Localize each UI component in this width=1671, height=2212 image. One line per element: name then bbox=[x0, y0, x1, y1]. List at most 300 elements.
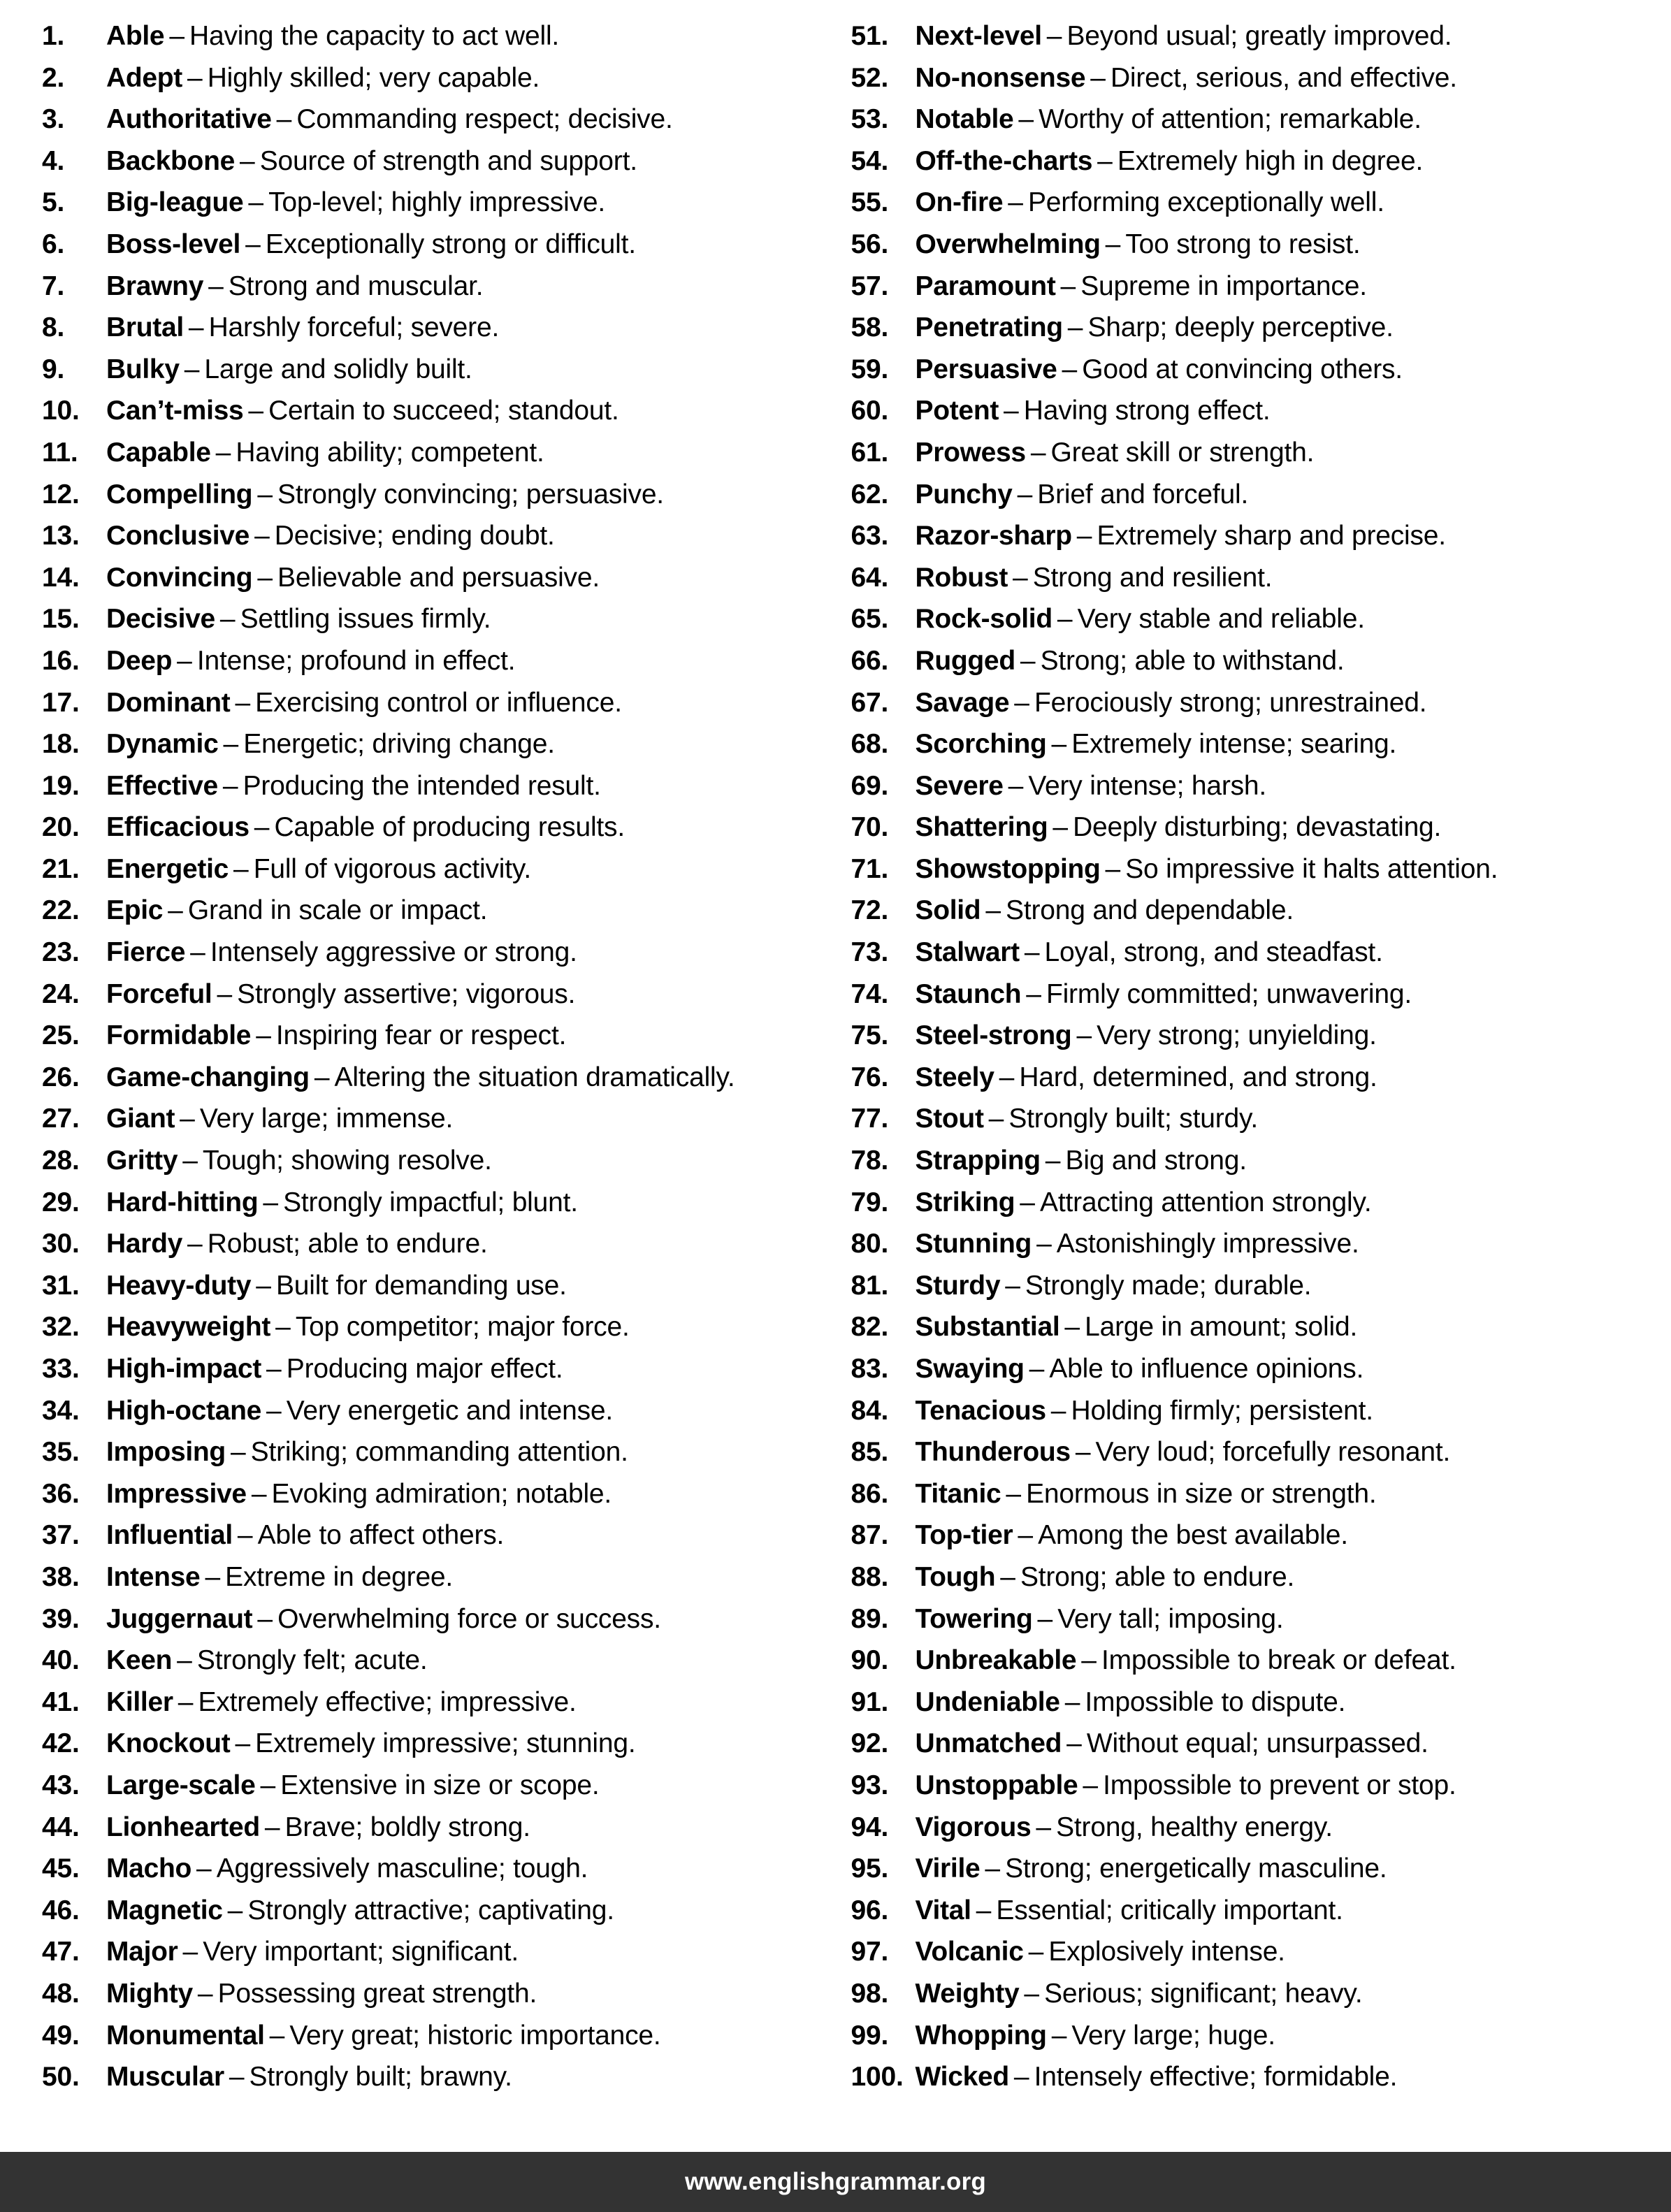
list-item-definition: Impossible to break or defeat. bbox=[1101, 1645, 1456, 1676]
list-item bbox=[42, 1723, 830, 1765]
list-item-separator: – bbox=[248, 187, 264, 218]
list-item bbox=[42, 140, 830, 182]
list-item bbox=[851, 974, 1645, 1015]
list-item bbox=[851, 1515, 1645, 1556]
list-item-term: Rugged bbox=[915, 645, 1015, 676]
list-item-number: 98. bbox=[851, 1978, 889, 2009]
list-item-definition: Loyal, strong, and steadfast. bbox=[1044, 937, 1383, 968]
list-item-number: 79. bbox=[851, 1187, 889, 1217]
list-item-number: 58. bbox=[851, 312, 889, 343]
list-item-separator: – bbox=[1090, 62, 1106, 93]
list-item-term: Paramount bbox=[915, 270, 1056, 301]
list-item bbox=[42, 1140, 830, 1182]
list-item bbox=[851, 807, 1645, 848]
list-item bbox=[851, 1723, 1645, 1765]
list-item bbox=[42, 474, 830, 516]
list-item-term: Monumental bbox=[106, 2020, 265, 2051]
list-item bbox=[851, 1807, 1645, 1849]
list-item-term: Top-tier bbox=[915, 1520, 1013, 1551]
list-item bbox=[42, 1682, 830, 1723]
list-item-definition: Enormous in size or strength. bbox=[1026, 1478, 1377, 1509]
list-item-separator: – bbox=[1060, 270, 1076, 301]
list-item-separator: – bbox=[197, 1978, 213, 2009]
list-item-definition: Sharp; deeply perceptive. bbox=[1087, 312, 1394, 343]
list-item-definition: Strongly built; brawny. bbox=[249, 2062, 512, 2092]
list-item-number: 31. bbox=[42, 1270, 80, 1301]
list-item-term: Hardy bbox=[106, 1229, 183, 1259]
list-item bbox=[851, 15, 1645, 57]
list-item-separator: – bbox=[1020, 1187, 1035, 1217]
list-item-term: Can’t-miss bbox=[106, 396, 244, 426]
list-item-term: Solid bbox=[915, 895, 981, 926]
list-item-term: On-fire bbox=[915, 187, 1004, 218]
list-item-definition: Strongly built; sturdy. bbox=[1008, 1104, 1259, 1134]
list-item bbox=[42, 2056, 830, 2098]
list-item-term: Decisive bbox=[106, 604, 215, 635]
list-item-term: Impressive bbox=[106, 1478, 247, 1509]
list-item-number: 4. bbox=[42, 145, 65, 176]
list-item-term: Giant bbox=[106, 1104, 175, 1134]
list-item-term: Unbreakable bbox=[915, 1645, 1077, 1676]
list-item-term: Notable bbox=[915, 104, 1014, 135]
list-item-separator: – bbox=[257, 1603, 273, 1634]
list-item-term: Big-league bbox=[106, 187, 244, 218]
list-item-definition: Very large; huge. bbox=[1071, 2020, 1275, 2051]
list-item-term: Macho bbox=[106, 1853, 192, 1884]
list-item-term: Lionhearted bbox=[106, 1812, 260, 1842]
list-item bbox=[851, 1057, 1645, 1099]
list-item-term: Persuasive bbox=[915, 354, 1057, 384]
list-item-number: 12. bbox=[42, 479, 80, 509]
list-item bbox=[851, 890, 1645, 932]
list-item-separator: – bbox=[1018, 104, 1034, 135]
list-item-definition: Very energetic and intense. bbox=[286, 1395, 613, 1426]
list-item-term: Off-the-charts bbox=[915, 145, 1093, 176]
footer-bar bbox=[0, 2152, 1671, 2212]
list-item-term: Sturdy bbox=[915, 1270, 1001, 1301]
list-item-separator: – bbox=[314, 1062, 330, 1092]
list-item-term: Towering bbox=[915, 1603, 1033, 1634]
list-item-number: 94. bbox=[851, 1812, 889, 1842]
list-item-definition: Impossible to dispute. bbox=[1085, 1686, 1346, 1717]
list-item bbox=[42, 1057, 830, 1099]
list-item bbox=[42, 765, 830, 807]
list-item-definition: Extremely intense; searing. bbox=[1071, 729, 1397, 760]
list-item bbox=[851, 432, 1645, 474]
list-item-separator: – bbox=[257, 479, 273, 509]
list-item-definition: Settling issues firmly. bbox=[240, 604, 491, 635]
list-item bbox=[851, 1682, 1645, 1723]
list-item-term: Heavy-duty bbox=[106, 1270, 252, 1301]
list-item-term: Robust bbox=[915, 562, 1008, 593]
list-item bbox=[42, 723, 830, 765]
list-item-separator: – bbox=[1017, 479, 1033, 509]
list-item-number: 54. bbox=[851, 145, 889, 176]
list-item-number: 7. bbox=[42, 270, 65, 301]
list-item bbox=[851, 932, 1645, 974]
list-item-definition: Extremely effective; impressive. bbox=[198, 1686, 577, 1717]
list-item bbox=[851, 1223, 1645, 1265]
list-item-number: 59. bbox=[851, 354, 889, 384]
list-item-term: Bulky bbox=[106, 354, 180, 384]
list-item-separator: – bbox=[985, 895, 1001, 926]
list-item-separator: – bbox=[1026, 978, 1041, 1009]
list-item-definition: Big and strong. bbox=[1065, 1145, 1247, 1176]
list-item-number: 77. bbox=[851, 1104, 889, 1134]
list-item-definition: Exercising control or influence. bbox=[255, 687, 622, 718]
list-item-number: 3. bbox=[42, 104, 65, 135]
list-item-definition: Great skill or strength. bbox=[1050, 437, 1315, 468]
list-item-separator: – bbox=[235, 1728, 251, 1759]
list-item-term: Thunderous bbox=[915, 1437, 1071, 1468]
list-item bbox=[851, 57, 1645, 99]
list-item-definition: Strong and resilient. bbox=[1032, 562, 1273, 593]
list-item-number: 88. bbox=[851, 1561, 889, 1592]
list-item-term: Compelling bbox=[106, 479, 253, 509]
list-item bbox=[42, 1348, 830, 1390]
list-item-definition: Performing exceptionally well. bbox=[1027, 187, 1384, 218]
list-item-definition: Capable of producing results. bbox=[274, 812, 625, 843]
list-item bbox=[851, 349, 1645, 391]
list-item bbox=[851, 1182, 1645, 1224]
list-item-separator: – bbox=[260, 1770, 276, 1800]
list-item-number: 5. bbox=[42, 187, 65, 218]
list-item-number: 15. bbox=[42, 604, 80, 635]
list-item-definition: Full of vigorous activity. bbox=[253, 853, 531, 884]
list-item-definition: Essential; critically important. bbox=[996, 1895, 1343, 1925]
list-item-definition: Strong; energetically masculine. bbox=[1005, 1853, 1387, 1884]
list-item-number: 10. bbox=[42, 396, 80, 426]
list-item-definition: Intensely effective; formidable. bbox=[1034, 2062, 1398, 2092]
list-item-definition: Aggressively masculine; tough. bbox=[216, 1853, 588, 1884]
list-item-definition: Brief and forceful. bbox=[1037, 479, 1249, 509]
list-item-number: 83. bbox=[851, 1354, 889, 1384]
list-item-separator: – bbox=[215, 437, 231, 468]
list-item-definition: Direct, serious, and effective. bbox=[1110, 62, 1457, 93]
list-item-definition: Beyond usual; greatly improved. bbox=[1066, 21, 1452, 51]
list-item-number: 9. bbox=[42, 354, 65, 384]
list-item-term: Adept bbox=[106, 62, 182, 93]
list-item bbox=[42, 1848, 830, 1890]
list-item-term: Unmatched bbox=[915, 1728, 1062, 1759]
list-item-definition: Commanding respect; decisive. bbox=[296, 104, 673, 135]
list-item bbox=[851, 682, 1645, 724]
list-item-number: 86. bbox=[851, 1478, 889, 1509]
list-item-definition: Impossible to prevent or stop. bbox=[1103, 1770, 1456, 1800]
list-item-definition: Very loud; forcefully resonant. bbox=[1095, 1437, 1451, 1468]
list-item-separator: – bbox=[237, 1520, 253, 1551]
list-item-separator: – bbox=[1008, 187, 1023, 218]
list-item-definition: Strongly made; durable. bbox=[1025, 1270, 1312, 1301]
list-item bbox=[851, 474, 1645, 516]
list-item-term: Fierce bbox=[106, 937, 186, 968]
list-item bbox=[851, 1973, 1645, 2015]
list-item-separator: – bbox=[1000, 1561, 1015, 1592]
list-item bbox=[42, 224, 830, 266]
list-item-term: Prowess bbox=[915, 437, 1026, 468]
list-item-number: 65. bbox=[851, 604, 889, 635]
list-item-term: Showstopping bbox=[915, 853, 1101, 884]
list-item-term: Stunning bbox=[915, 1229, 1032, 1259]
list-item-separator: – bbox=[256, 1020, 271, 1051]
list-item-number: 80. bbox=[851, 1229, 889, 1259]
list-item-number: 6. bbox=[42, 229, 65, 259]
list-item bbox=[42, 890, 830, 932]
list-item-number: 82. bbox=[851, 1312, 889, 1343]
list-item-term: Overwhelming bbox=[915, 229, 1101, 259]
list-item-number: 22. bbox=[42, 895, 80, 926]
list-item-term: Stout bbox=[915, 1104, 984, 1134]
list-item-definition: Very large; immense. bbox=[199, 1104, 454, 1134]
list-item bbox=[42, 1223, 830, 1265]
list-item-separator: – bbox=[1076, 521, 1092, 551]
list-item-separator: – bbox=[1004, 396, 1019, 426]
list-item bbox=[42, 15, 830, 57]
list-item-term: Swaying bbox=[915, 1354, 1025, 1384]
list-item-definition: Strong and muscular. bbox=[228, 270, 484, 301]
list-item-term: Savage bbox=[915, 687, 1010, 718]
list-item-separator: – bbox=[240, 145, 255, 176]
list-item-term: Able bbox=[106, 21, 165, 51]
list-item-separator: – bbox=[263, 1187, 279, 1217]
list-item-term: Muscular bbox=[106, 2062, 224, 2092]
list-item-separator: – bbox=[254, 521, 270, 551]
list-item-definition: Intensely aggressive or strong. bbox=[210, 937, 577, 968]
list-item-number: 62. bbox=[851, 479, 889, 509]
list-item-separator: – bbox=[988, 1104, 1004, 1134]
list-item-term: Severe bbox=[915, 770, 1004, 801]
list-item-number: 67. bbox=[851, 687, 889, 718]
list-item-definition: Inspiring fear or respect. bbox=[275, 1020, 567, 1051]
list-item-number: 8. bbox=[42, 312, 65, 343]
list-item-definition: Exceptionally strong or difficult. bbox=[265, 229, 636, 259]
list-item-term: Unstoppable bbox=[915, 1770, 1078, 1800]
list-item-definition: Very strong; unyielding. bbox=[1097, 1020, 1377, 1051]
list-item-number: 40. bbox=[42, 1645, 80, 1676]
list-item-term: Heavyweight bbox=[106, 1312, 271, 1343]
list-item-separator: – bbox=[264, 1812, 280, 1842]
list-item-definition: Producing the intended result. bbox=[243, 770, 601, 801]
list-item-separator: – bbox=[1013, 562, 1028, 593]
list-item-term: Whopping bbox=[915, 2020, 1047, 2051]
list-item-definition: Decisive; ending doubt. bbox=[274, 521, 555, 551]
list-item-term: Weighty bbox=[915, 1978, 1020, 2009]
list-item-separator: – bbox=[190, 937, 205, 968]
list-item-separator: – bbox=[275, 1312, 291, 1343]
list-item-separator: – bbox=[266, 1354, 282, 1384]
list-item-separator: – bbox=[1105, 229, 1121, 259]
list-item-definition: Brave; boldly strong. bbox=[284, 1812, 530, 1842]
list-item-term: Influential bbox=[106, 1520, 233, 1551]
list-item-separator: – bbox=[1064, 1686, 1080, 1717]
list-item-number: 70. bbox=[851, 812, 889, 843]
list-item bbox=[42, 1473, 830, 1515]
list-item-number: 17. bbox=[42, 687, 80, 718]
list-item bbox=[42, 807, 830, 848]
list-item-term: Mighty bbox=[106, 1978, 193, 2009]
list-item-term: Vital bbox=[915, 1895, 971, 1925]
list-item bbox=[42, 1265, 830, 1307]
list-item-separator: – bbox=[187, 1229, 203, 1259]
list-item-term: High-impact bbox=[106, 1354, 262, 1384]
list-item-definition: Energetic; driving change. bbox=[243, 729, 555, 760]
list-item-number: 92. bbox=[851, 1728, 889, 1759]
list-item-term: Shattering bbox=[915, 812, 1048, 843]
list-item bbox=[42, 1807, 830, 1849]
list-item-term: Brawny bbox=[106, 270, 204, 301]
list-item-definition: So impressive it halts attention. bbox=[1125, 853, 1498, 884]
list-item-number: 75. bbox=[851, 1020, 889, 1051]
list-item-definition: Grand in scale or impact. bbox=[187, 895, 488, 926]
list-item bbox=[851, 1348, 1645, 1390]
list-item-number: 23. bbox=[42, 937, 80, 968]
list-item-term: Titanic bbox=[915, 1478, 1001, 1509]
list-item-definition: Explosively intense. bbox=[1048, 1937, 1285, 1967]
list-item-number: 60. bbox=[851, 396, 889, 426]
list-item-definition: Very tall; imposing. bbox=[1057, 1603, 1284, 1634]
list-item-number: 84. bbox=[851, 1395, 889, 1426]
list-item bbox=[851, 1265, 1645, 1307]
list-item bbox=[851, 390, 1645, 432]
list-item-term: Authoritative bbox=[106, 104, 272, 135]
list-item-number: 43. bbox=[42, 1770, 80, 1800]
list-item-definition: Able to affect others. bbox=[257, 1520, 505, 1551]
list-item-term: Stalwart bbox=[915, 937, 1020, 968]
list-item-separator: – bbox=[1046, 21, 1062, 51]
list-item-definition: Ferociously strong; unrestrained. bbox=[1034, 687, 1427, 718]
list-item-definition: Without equal; unsurpassed. bbox=[1086, 1728, 1428, 1759]
list-item-number: 90. bbox=[851, 1645, 889, 1676]
list-item bbox=[42, 390, 830, 432]
list-item-term: Effective bbox=[106, 770, 218, 801]
list-item bbox=[42, 57, 830, 99]
list-item-definition: Certain to succeed; standout. bbox=[268, 396, 619, 426]
list-item bbox=[851, 140, 1645, 182]
list-item-term: Volcanic bbox=[915, 1937, 1024, 1967]
list-item-term: No-nonsense bbox=[915, 62, 1086, 93]
list-item-separator: – bbox=[256, 1270, 271, 1301]
list-item-definition: Having ability; competent. bbox=[236, 437, 544, 468]
list-item-number: 46. bbox=[42, 1895, 80, 1925]
list-item-number: 14. bbox=[42, 562, 80, 593]
list-item-separator: – bbox=[1024, 1978, 1040, 2009]
list-item-term: Undeniable bbox=[915, 1686, 1060, 1717]
list-item bbox=[851, 1015, 1645, 1057]
list-item-definition: Strong, healthy energy. bbox=[1056, 1812, 1333, 1842]
list-item-definition: Producing major effect. bbox=[286, 1354, 563, 1384]
list-item-number: 99. bbox=[851, 2020, 889, 2051]
list-item-separator: – bbox=[1028, 1937, 1044, 1967]
list-item-number: 34. bbox=[42, 1395, 80, 1426]
list-item-term: Magnetic bbox=[106, 1895, 223, 1925]
list-item-term: Efficacious bbox=[106, 812, 249, 843]
list-item bbox=[42, 182, 830, 224]
list-item-separator: – bbox=[230, 1437, 246, 1468]
list-item-term: Steely bbox=[915, 1062, 994, 1092]
list-item-definition: Robust; able to endure. bbox=[207, 1229, 488, 1259]
list-item bbox=[851, 598, 1645, 640]
list-item-separator: – bbox=[251, 1478, 267, 1509]
list-item-definition: Highly skilled; very capable. bbox=[207, 62, 540, 93]
list-item-number: 93. bbox=[851, 1770, 889, 1800]
list-item-definition: Extremely high in degree. bbox=[1117, 145, 1424, 176]
list-item-number: 72. bbox=[851, 895, 889, 926]
list-item bbox=[851, 557, 1645, 599]
list-item-separator: – bbox=[178, 1686, 194, 1717]
list-item-number: 26. bbox=[42, 1062, 80, 1092]
list-item-number: 47. bbox=[42, 1937, 80, 1967]
list-item-separator: – bbox=[1076, 1020, 1092, 1051]
list-item-definition: Among the best available. bbox=[1038, 1520, 1348, 1551]
list-item-term: Striking bbox=[915, 1187, 1015, 1217]
list-item bbox=[851, 723, 1645, 765]
footer-url: www.englishgrammar.org bbox=[685, 2168, 986, 2195]
list-item-separator: – bbox=[180, 1104, 195, 1134]
list-item-term: Strapping bbox=[915, 1145, 1041, 1176]
list-item-number: 87. bbox=[851, 1520, 889, 1551]
list-item bbox=[42, 1431, 830, 1473]
list-item bbox=[851, 2015, 1645, 2057]
list-item-number: 20. bbox=[42, 812, 80, 843]
list-item-separator: – bbox=[266, 1395, 282, 1426]
list-item-separator: – bbox=[254, 812, 270, 843]
list-item-definition: Top-level; highly impressive. bbox=[268, 187, 605, 218]
list-item-separator: – bbox=[976, 1895, 992, 1925]
list-item-separator: – bbox=[1051, 729, 1067, 760]
list-item-definition: Built for demanding use. bbox=[275, 1270, 567, 1301]
list-item-definition: Having the capacity to act well. bbox=[189, 21, 560, 51]
list-item bbox=[851, 1765, 1645, 1807]
list-item-term: Juggernaut bbox=[106, 1603, 253, 1634]
list-item bbox=[42, 598, 830, 640]
list-item-term: Intense bbox=[106, 1561, 201, 1592]
list-item-separator: – bbox=[999, 1062, 1015, 1092]
list-item-definition: Worthy of attention; remarkable. bbox=[1039, 104, 1422, 135]
list-item-term: Punchy bbox=[915, 479, 1013, 509]
list-item-term: Vigorous bbox=[915, 1812, 1032, 1842]
list-item bbox=[42, 682, 830, 724]
list-item-number: 45. bbox=[42, 1853, 80, 1884]
list-item-number: 68. bbox=[851, 729, 889, 760]
list-item-definition: Strongly convincing; persuasive. bbox=[277, 479, 664, 509]
list-item-number: 29. bbox=[42, 1187, 80, 1217]
list-item bbox=[851, 640, 1645, 682]
list-item-number: 96. bbox=[851, 1895, 889, 1925]
list-item-term: Razor-sharp bbox=[915, 521, 1072, 551]
list-item-definition: Strong and dependable. bbox=[1006, 895, 1294, 926]
list-item-separator: – bbox=[245, 229, 261, 259]
list-item bbox=[42, 1765, 830, 1807]
list-item bbox=[851, 1431, 1645, 1473]
list-column-left bbox=[21, 15, 836, 2152]
list-item-definition: Very intense; harsh. bbox=[1028, 770, 1267, 801]
list-item bbox=[851, 1098, 1645, 1140]
list-item-definition: Strongly impactful; blunt. bbox=[283, 1187, 578, 1217]
list-item-term: Substantial bbox=[915, 1312, 1060, 1343]
list-item-separator: – bbox=[276, 104, 292, 135]
list-item-separator: – bbox=[1081, 1645, 1097, 1676]
list-item bbox=[42, 557, 830, 599]
list-item-term: Energetic bbox=[106, 853, 229, 884]
list-item-term: Boss-level bbox=[106, 229, 241, 259]
list-item-separator: – bbox=[257, 562, 273, 593]
list-item-separator: – bbox=[182, 1145, 198, 1176]
list-item-separator: – bbox=[229, 2062, 245, 2092]
list-item-separator: – bbox=[1064, 1312, 1080, 1343]
list-item-number: 18. bbox=[42, 729, 80, 760]
list-item-number: 44. bbox=[42, 1812, 80, 1842]
list-item-number: 19. bbox=[42, 770, 80, 801]
